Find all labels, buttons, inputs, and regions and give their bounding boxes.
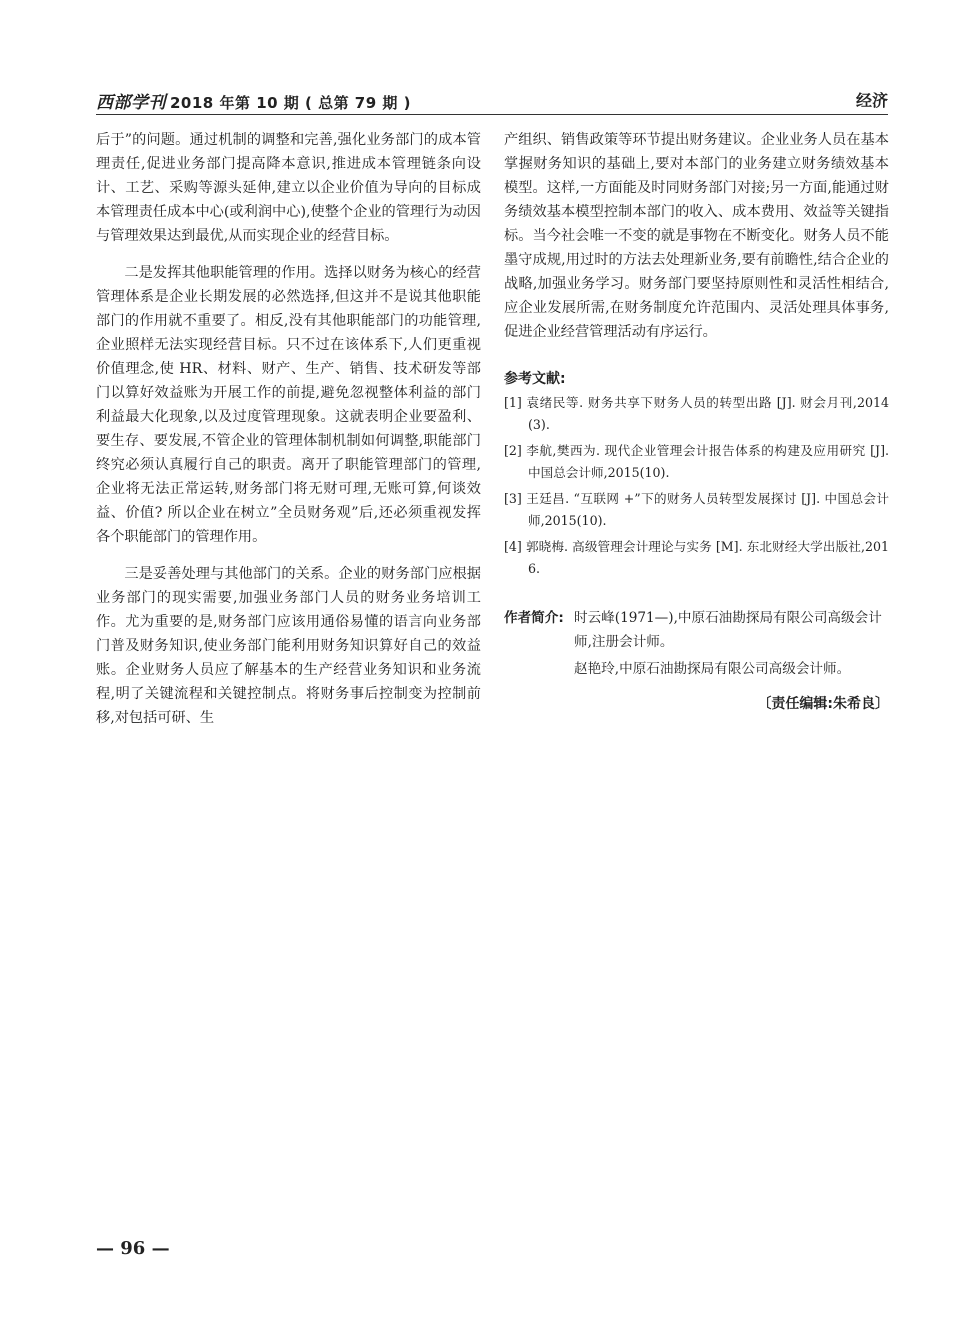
reference-item: [3] 王廷昌. “互联网 +”下的财务人员转型发展探讨 [J]. 中国总会计师,2015(10). xyxy=(504,491,889,528)
author-label: 作者简介: xyxy=(504,610,564,626)
author-line: 时云峰(1971—),中原石油勘探局有限公司高级会计师,注册会计师。 xyxy=(574,610,882,650)
left-column xyxy=(96,128,481,730)
journal-issue xyxy=(96,88,411,113)
paragraph: 产组织、销售政策等环节提出财务建议。企业业务人员在基本掌握财务知识的基础上,要对本部门的业务建立财务绩效基本模型。这样,一方面能及时同财务部门对接;另一方面,能通过财务绩效基本模型控制本部门的收入、成本费用、效益等关键指标。当今社会唯一不变的就是事物在不断变化。财务人员不能墨守成规,用过时的方法去处理新业务,要有前瞻性,结合企业的战略,加强业务学习。财务部门要坚持原则性和灵活性相结合,应企业发展所需,在财务制度允许范围内、灵活处理具体事务,促进企业经营管理活动有序运行。 xyxy=(504,132,889,340)
page-header xyxy=(96,88,888,115)
paragraph: 二是发挥其他职能管理的作用。选择以财务为核心的经营管理体系是企业长期发展的必然选择,但这并不是说其他职能部门的作用就不重要了。相反,没有其他职能部门的功能管理,企业照样无法实现经营目标。只不过在该体系下,人们更重视价值理念,使 HR、材料、财产、生产、销售、技术研发等部门以算好效益账为开展工作的前提,避免忽视整体利益的部门利益最大化现象,以及过度管理现象。这就表明企业要盈利、要生存、要发展,不管企业的管理体制机制如何调整,职能部门终究必须认真履行自己的职责。离开了职能管理部门的管理,企业将无法正常运转,财务部门将无财可理,无账可算,何谈效益、价值? 所以企业在树立”全员财务观”后,还必须重视发挥各个职能部门的管理作用。 xyxy=(96,265,481,545)
journal-logo: 西部学刊 xyxy=(96,93,166,113)
author-line: 赵艳玲,中原石油勘探局有限公司高级会计师。 xyxy=(574,661,851,677)
references-title: 参考文献: xyxy=(504,371,566,387)
reference-item: [2] 李航,樊西为. 现代企业管理会计报告体系的构建及应用研究 [J]. 中国总会计师,2015(10). xyxy=(504,443,889,480)
page-number: — 96 — xyxy=(96,1238,170,1259)
reference-item: [1] 袁绪民等. 财务共享下财务人员的转型出路 [J]. 财会月刊,2014(3). xyxy=(504,395,889,432)
paragraph: 后于”的问题。通过机制的调整和完善,强化业务部门的成本管理责任,促进业务部门提高降本意识,推进成本管理链条向设计、工艺、采购等源头延伸,建立以企业价值为导向的目标成本管理责任成本中心(或利润中心),使整个企业的管理行为动因与管理效果达到最优,从而实现企业的经营目标。 xyxy=(96,132,481,244)
right-column xyxy=(504,128,889,713)
author-info xyxy=(504,606,889,681)
issue-text: 2018 年第 10 期 ( 总第 79 期 ) xyxy=(170,94,411,112)
paragraph: 三是妥善处理与其他部门的关系。企业的财务部门应根据业务部门的现实需要,加强业务部门人员的财务业务培训工作。尤为重要的是,财务部门应该用通俗易懂的语言向业务部门普及财务知识,使业务部门能利用财务知识算好自己的效益账。企业财务人员应了解基本的生产经营业务知识和业务流程,明了关键流程和关键控制点。将财务事后控制变为控制前移,对包括可研、生 xyxy=(96,566,481,726)
section-title: 经济 xyxy=(855,91,888,110)
reference-item: [4] 郭晓梅. 高级管理会计理论与实务 [M]. 东北财经大学出版社,2016. xyxy=(504,539,889,576)
responsible-editor: 〔责任编辑:朱希良〕 xyxy=(757,696,889,712)
